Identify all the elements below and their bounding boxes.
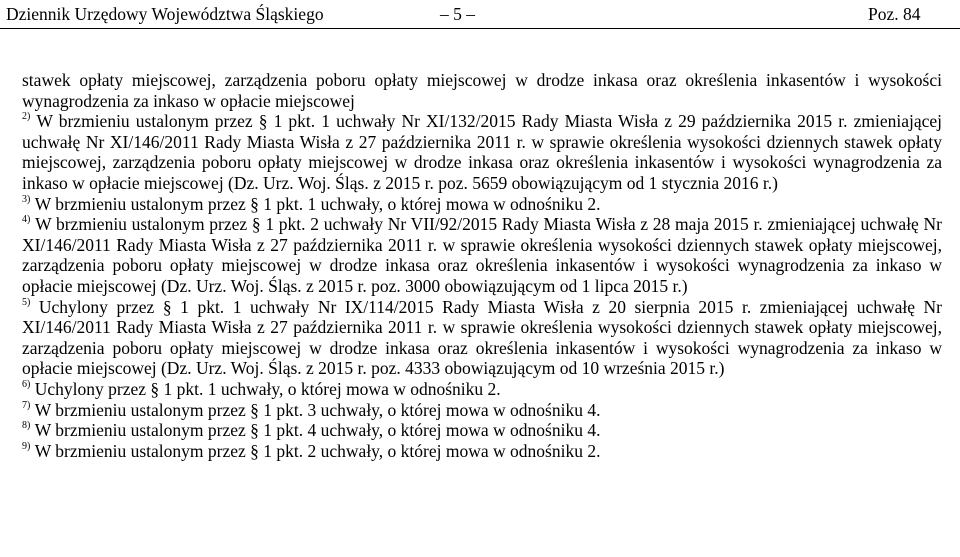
footnote-marker: 8) <box>22 420 31 432</box>
footnote-5 <box>22 297 942 379</box>
footnote-text: W brzmieniu ustalonym przez § 1 pkt. 2 uchwały Nr VII/92/2015 Rady Miasta Wisła z 28 maja 2015 r. zmieniającej uchwałę Nr XI/146/2011 Rady Miasta Wisła z 27 października 2011 r. w sprawie określenia wysokości dziennych stawek opłaty miejscowej, zarządzenia poboru opłaty miejscowej w drodze inkasa oraz określenia inkasentów i wysokości wynagrodzenia za inkaso w opłacie miejscowej (Dz. Urz. Woj. Śląs. z 2015 r. poz. 3000 obowiązującym od 1 lipca 2015 r.) <box>22 214 942 296</box>
footnote-6 <box>22 379 942 400</box>
footnote-continuation <box>22 70 942 111</box>
footnote-text: W brzmieniu ustalonym przez § 1 pkt. 1 uchwały, o której mowa w odnośniku 2. <box>34 193 601 214</box>
journal-title: Dziennik Urzędowy Województwa Śląskiego <box>6 4 324 24</box>
footnote-marker: 6) <box>22 379 31 391</box>
footnote-marker: 2) <box>22 111 31 123</box>
footnote-4 <box>22 214 942 296</box>
footnote-text: Uchylony przez § 1 pkt. 1 uchwały Nr IX/114/2015 Rady Miasta Wisła z 20 sierpnia 2015 r. zmieniającej uchwałę Nr XI/146/2011 Rady Miasta Wisła z 27 października 2011 r. w sprawie określenia wysokości dziennych stawek opłaty miejscowej, zarządzenia poboru opłaty miejscowej w drodze inkasa oraz określenia inkasentów i wysokości wynagrodzenia za inkaso w opłacie miejscowej (Dz. Urz. Woj. Śląs. z 2015 r. poz. 4333 obowiązującym od 10 września 2015 r.) <box>22 296 942 379</box>
footnote-text: W brzmieniu ustalonym przez § 1 pkt. 4 uchwały, o której mowa w odnośniku 4. <box>34 420 601 441</box>
footnote-marker: 5) <box>22 296 31 308</box>
header-rule <box>0 28 960 29</box>
footnote-text: W brzmieniu ustalonym przez § 1 pkt. 1 uchwały Nr XI/132/2015 Rady Miasta Wisła z 29 października 2015 r. zmieniającej uchwałę Nr XI/146/2011 Rady Miasta Wisła z 27 października 2011 r. w sprawie określenia wysokości dziennych stawek opłaty miejscowej, zarządzenia poboru opłaty miejscowej w drodze inkasa oraz określenia inkasentów i wysokości wynagrodzenia za inkaso w opłacie miejscowej (Dz. Urz. Woj. Śląs. z 2015 r. poz. 5659 obowiązującym od 1 stycznia 2016 r.) <box>22 111 942 193</box>
footnote-text: Uchylony przez § 1 pkt. 1 uchwały, o której mowa w odnośniku 2. <box>34 378 501 399</box>
footnote-3 <box>22 194 942 215</box>
footnote-2 <box>22 111 942 193</box>
footnote-marker: 3) <box>22 193 31 205</box>
footnote-text: W brzmieniu ustalonym przez § 1 pkt. 3 uchwały, o której mowa w odnośniku 4. <box>34 399 601 420</box>
page-number: – 5 – <box>440 4 475 24</box>
footnote-marker: 4) <box>22 214 31 226</box>
footnote-text: stawek opłaty miejscowej, zarządzenia poboru opłaty miejscowej w drodze inkasa oraz określenia inkasentów i wysokości wynagrodzenia za inkaso w opłacie miejscowej <box>22 70 942 111</box>
footnote-marker: 7) <box>22 399 31 411</box>
position-number: Poz. 84 <box>868 4 921 24</box>
footnote-8 <box>22 420 942 441</box>
footnote-marker: 9) <box>22 440 31 452</box>
footnote-9 <box>22 441 942 462</box>
page-header <box>0 0 960 30</box>
footnotes-section <box>22 70 942 461</box>
footnote-7 <box>22 400 942 421</box>
footnote-text: W brzmieniu ustalonym przez § 1 pkt. 2 uchwały, o której mowa w odnośniku 2. <box>34 440 601 461</box>
